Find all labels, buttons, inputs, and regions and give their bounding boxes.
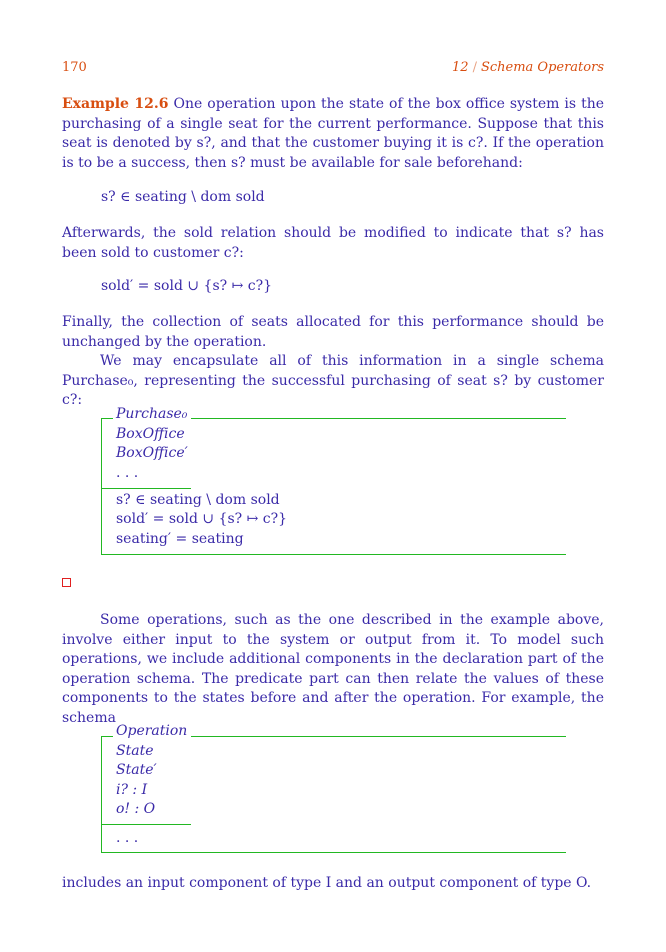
example-paragraph bbox=[62, 95, 604, 173]
paragraph-afterwards: Afterwards, the sold relation should be modified to indicate that s? has been sold to customer c?: bbox=[62, 225, 604, 261]
chapter-number: 12 bbox=[452, 60, 469, 75]
schema-left-rule bbox=[101, 736, 102, 852]
math-sold-update: sold′ = sold ∪ {s? ↦ c?} bbox=[101, 278, 273, 294]
end-of-example-square bbox=[62, 578, 71, 587]
schema-operation-name: Operation bbox=[116, 723, 188, 739]
schema-decl: State′ bbox=[116, 762, 157, 778]
schema-bottom-rule bbox=[101, 554, 566, 555]
schema-decl: BoxOffice bbox=[116, 426, 185, 442]
schema-purchase-name: Purchase₀ bbox=[116, 406, 188, 422]
example-label: Example 12.6 bbox=[62, 96, 169, 112]
page-number: 170 bbox=[62, 60, 87, 75]
schema-top-rule-left bbox=[101, 736, 113, 737]
schema-decl: o! : O bbox=[116, 801, 156, 817]
schema-divider bbox=[101, 488, 191, 489]
paragraph-operations: Some operations, such as the one described in the example above, involve either input to the system or output from it. To model such operations, we include additional components in the declaration part of the operation schema. The predicate part can then relate the values of these components to the states before and after the operation. For example, the schema bbox=[62, 612, 604, 726]
schema-decl: BoxOffice′ bbox=[116, 445, 188, 461]
paragraph-includes: includes an input component of type I and an output component of type O. bbox=[62, 875, 592, 891]
example-text: One operation upon the state of the box office system is the purchasing of a single seat for the current performance. Suppose that this seat is denoted by s?, and that the customer buying it is c?. If the operation is to be a success, then s? must be available for sale beforehand: bbox=[62, 96, 604, 171]
schema-divider bbox=[101, 824, 191, 825]
schema-predicate: . . . bbox=[116, 830, 139, 846]
schema-top-rule-right bbox=[191, 418, 566, 419]
schema-decl: State bbox=[116, 743, 154, 759]
running-header: 12 / Schema Operators bbox=[452, 60, 604, 75]
schema-predicate: sold′ = sold ∪ {s? ↦ c?} bbox=[116, 511, 288, 527]
paragraph-encapsulate: We may encapsulate all of this information in a single schema Purchase₀, representing the successful purchasing of seat s? by customer c?: bbox=[62, 353, 604, 408]
schema-decl-ellipsis: . . . bbox=[116, 465, 139, 481]
chapter-title: Schema Operators bbox=[480, 60, 604, 75]
schema-top-rule-right bbox=[191, 736, 566, 737]
math-availability: s? ∈ seating \ dom sold bbox=[101, 189, 265, 205]
schema-left-rule bbox=[101, 418, 102, 554]
paragraph-finally: Finally, the collection of seats allocated for this performance should be unchanged by the operation. bbox=[62, 314, 604, 350]
schema-predicate: seating′ = seating bbox=[116, 531, 244, 547]
schema-decl: i? : I bbox=[116, 782, 148, 798]
schema-top-rule-left bbox=[101, 418, 113, 419]
schema-predicate: s? ∈ seating \ dom sold bbox=[116, 492, 280, 508]
schema-bottom-rule bbox=[101, 852, 566, 853]
